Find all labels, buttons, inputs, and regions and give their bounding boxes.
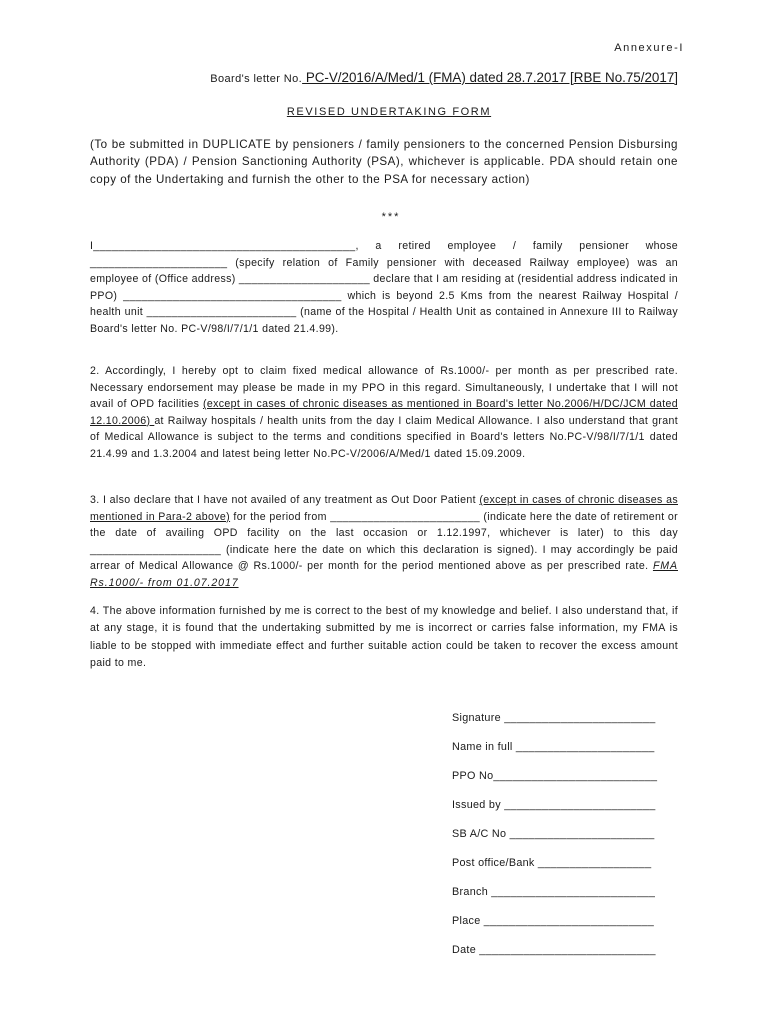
signature-field[interactable]: Signature ________________________ <box>452 712 656 724</box>
form-title: REVISED UNDERTAKING FORM <box>286 106 492 118</box>
paragraph-4: 4. The above information furnished by me is correct to the best of my knowledge and belief. I also understand that, if at any stage, it is found that the undertaking submitted by me is incorrect or carries false information, my FMA is liable to be stopped with immediate effect and further suitable action could be taken to recover the excess amount paid to me. <box>90 605 678 670</box>
ppo-no-field[interactable]: PPO No__________________________ <box>452 770 658 782</box>
letter-prefix: Board's letter No. <box>210 73 303 85</box>
letter-ref-number: PC-V/2016/A/Med/1 (FMA) dated 28.7.2017 [RBE No.75/2017] <box>302 70 678 85</box>
paragraph-3 <box>90 492 678 591</box>
fma-note: FMA Rs.1000/- from 01.07.2017 <box>90 560 678 589</box>
paragraph-2-underlined: (except in cases of chronic diseases as mentioned in Board's letter No.2006/H/DC/JCM dated 12.10.2006) <box>90 398 678 427</box>
intro-paragraph: (To be submitted in DUPLICATE by pensioners / family pensioners to the concerned Pension Disbursing Authority (PDA) / Pension Sanctioning Authority (PSA), whichever is applicable. PDA should retain one copy of the Undertaking and furnish the other to the PSA for necessary action) <box>90 138 678 186</box>
name-in-full-field[interactable]: Name in full ______________________ <box>452 741 655 753</box>
issued-by-field[interactable]: Issued by ________________________ <box>452 799 656 811</box>
paragraph-2 <box>90 363 678 462</box>
paragraph-2-text-a: 2. Accordingly, I hereby opt to claim fixed medical allowance of Rs.1000/- per month as per prescribed rate. Necessary endorsement may please be made in my PPO in this regard. Simultaneously, I undertake that I will not avail of OPD facilities <box>90 365 678 410</box>
paragraph-3-text-a: 3. I also declare that I have not availed of any treatment as Out Door Patient <box>90 494 480 506</box>
board-letter-reference <box>210 70 678 85</box>
branch-field[interactable]: Branch __________________________ <box>452 886 656 898</box>
post-office-bank-field[interactable]: Post office/Bank __________________ <box>452 857 652 869</box>
annexure-label: Annexure-I <box>614 42 684 54</box>
paragraph-1: I__________________________________________, a retired employee / family pensioner whose ______________________ (specify relation of Family pensioner with deceased Railway employee) was an employee of (Office address) _____________________ declare that I am residing at (residential address indicated in PPO) ___________________________________ which is beyond 2.5 Kms from the nearest Railway Hospital / health unit ________________________ (name of the Hospital / Health Unit as contained in Annexure III to Railway Board's letter No. PC-V/98/I/7/1/1 dated 21.4.99). <box>90 240 678 335</box>
signature-block <box>452 710 692 971</box>
paragraph-3-underlined: (except in cases of chronic diseases as mentioned in Para-2 above) <box>90 494 678 523</box>
paragraph-3-text-b: for the period from ________________________ (indicate here the date of retirement or the date of availing OPD facility on the last occasion or 1.12.1997, whichever is later) to this day _____________________ (indicate here the date on which this declaration is signed). I may accordingly be paid arrear of Medical Allowance @ Rs.1000/- per month for the period mentioned above as per prescribed rate. <box>90 510 679 572</box>
separator-stars: *** <box>381 211 401 223</box>
paragraph-2-text-b: at Railway hospitals / health units from the day I claim Medical Allowance. I also understand that grant of Medical Allowance is subject to the terms and conditions specified in Board's letters No.PC-V/98/I/7/1/1 dated 21.4.99 and 1.3.2004 and latest being letter No.PC-V/2006/A/Med/1 dated 15.09.2009. <box>90 414 678 460</box>
place-field[interactable]: Place ___________________________ <box>452 915 655 927</box>
sb-account-no-field[interactable]: SB A/C No _______________________ <box>452 828 655 840</box>
date-field[interactable]: Date ____________________________ <box>452 944 656 956</box>
